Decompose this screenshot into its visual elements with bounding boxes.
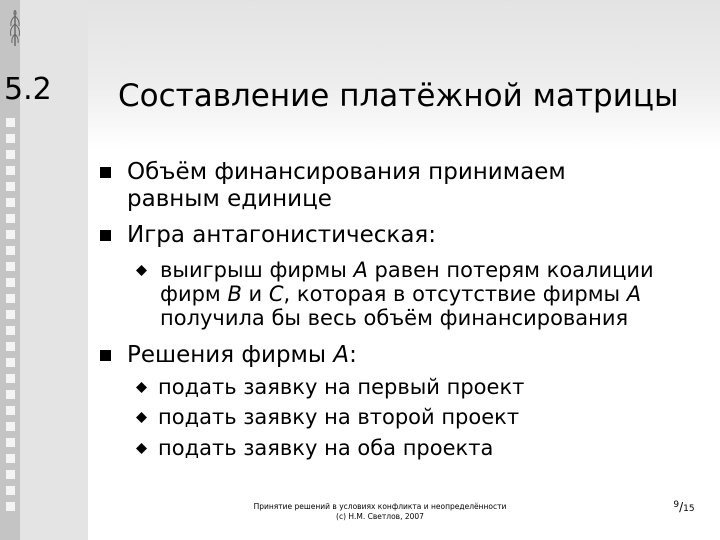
footer-course: Принятие решений в условиях конфликта и неопределённости [253,502,507,511]
decor-squares [6,118,15,518]
diamond-bullet-icon [135,381,148,394]
section-number: 5.2 [4,72,52,107]
sub-bullet-line: выигрыш фирмы A равен потерям коалиции [160,258,654,282]
wheat-emblem-icon [6,8,24,48]
firm-label: A [333,342,350,368]
firm-label: A [626,282,642,306]
title-panel [88,0,720,150]
firm-label: B [227,282,242,306]
firm-label: C [268,282,284,306]
bullet-line: равным единице [127,186,332,212]
page-number [662,500,706,514]
option-text: подать заявку на первый проект [158,375,525,399]
square-bullet-icon [100,167,111,178]
diamond-bullet-icon [135,264,148,277]
page-current: 9 [673,500,680,510]
page-separator: / [679,500,684,514]
firm-label: A [353,258,368,282]
footer-copyright: (c) Н.М. Светлов, 2007 [336,512,424,521]
footer [220,502,540,522]
bullet-line: Объём финансирования принимаем [127,159,566,185]
sub-bullet-line: фирм B и C, которая в отсутствие фирмы A [160,282,642,306]
diamond-bullet-icon [135,442,148,455]
diamond-bullet-icon [135,411,148,424]
bullet-line: Решения фирмы A: [127,342,357,368]
square-bullet-icon [100,350,111,361]
slide-title: Составление платёжной матрицы [118,78,679,114]
page-total: 15 [683,504,695,514]
option-text: подать заявку на оба проекта [158,436,494,460]
square-bullet-icon [100,230,111,241]
bullet-line: Игра антагонистическая: [127,222,437,248]
option-text: подать заявку на второй проект [158,405,520,429]
sub-bullet-line: получила бы весь объём финансирования [160,306,629,330]
